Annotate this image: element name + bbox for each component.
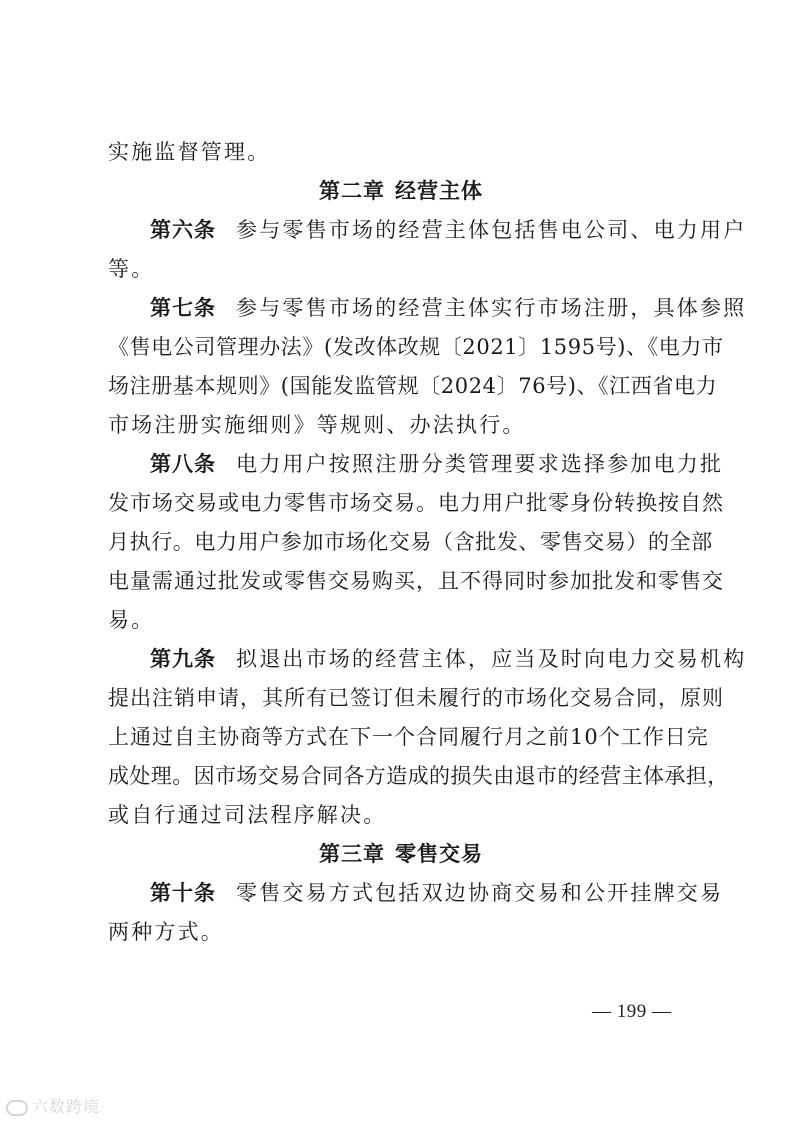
article-8-line-4: 电量需通过批发或零售交易购买，且不得同时参加批发和零售交 [108, 569, 724, 593]
article-9-number: 第九条 [150, 647, 216, 671]
article-10-number: 第十条 [150, 881, 216, 905]
chapter-title: 零售交易 [395, 842, 483, 866]
article-9-line-3: 上通过自主协商等方式在下一个合同履行月之前10个工作日完 [108, 725, 709, 749]
lead-line: 实施监督管理。 [108, 140, 271, 164]
chapter-number: 第三章 [319, 842, 385, 866]
article-9-line-4: 成处理。因市场交易合同各方造成的损失由退市的经营主体承担， [108, 764, 729, 788]
article-7-line-4: 市场注册实施细则》等规则、办法执行。 [108, 413, 526, 437]
article-7-line-2: 《售电公司管理办法》(发改体改规〔2021〕1595号)、《电力市 [108, 335, 724, 359]
article-10-line-1: 第十条 零售交易方式包括双边协商交易和公开挂牌交易 [150, 881, 724, 905]
watermark [6, 1094, 100, 1117]
article-7-number: 第七条 [150, 296, 216, 320]
article-9-line-1: 第九条 拟退出市场的经营主体，应当及时向电力交易机构 [150, 647, 747, 671]
article-7-line-1: 第七条 参与零售市场的经营主体实行市场注册，具体参照 [150, 296, 747, 320]
article-8-line-2: 发市场交易或电力零售市场交易。电力用户批零身份转换按自然 [108, 491, 724, 515]
article-10-line-2: 两种方式。 [108, 920, 224, 944]
watermark-logo-icon [6, 1100, 28, 1116]
document-page [108, 133, 747, 952]
article-6-line-1: 第六条 参与零售市场的经营主体包括售电公司、电力用户 [150, 218, 747, 242]
article-6-line-2: 等。 [108, 257, 155, 281]
watermark-text: 六数跨境 [32, 1097, 101, 1116]
article-8-number: 第八条 [150, 452, 216, 476]
chapter-heading-3 [108, 835, 694, 874]
chapter-number: 第二章 [319, 179, 385, 203]
article-8-line-3: 月执行。电力用户参加市场化交易（含批发、零售交易）的全部 [108, 530, 713, 554]
article-6-number: 第六条 [150, 218, 216, 242]
article-8-line-1: 第八条 电力用户按照注册分类管理要求选择参加电力批 [150, 452, 724, 476]
article-7-line-3: 场注册基本规则》(国能发监管规〔2024〕76号)、《江西省电力 [108, 374, 718, 398]
page-number: — 199 — [592, 1001, 672, 1022]
chapter-title: 经营主体 [395, 179, 483, 203]
chapter-heading-2 [108, 172, 694, 211]
article-9-line-5: 或自行通过司法程序解决。 [108, 803, 387, 827]
article-9-line-2: 提出注销申请，其所有已签订但未履行的市场化交易合同，原则 [108, 686, 724, 710]
article-8-line-5: 易。 [108, 608, 155, 632]
